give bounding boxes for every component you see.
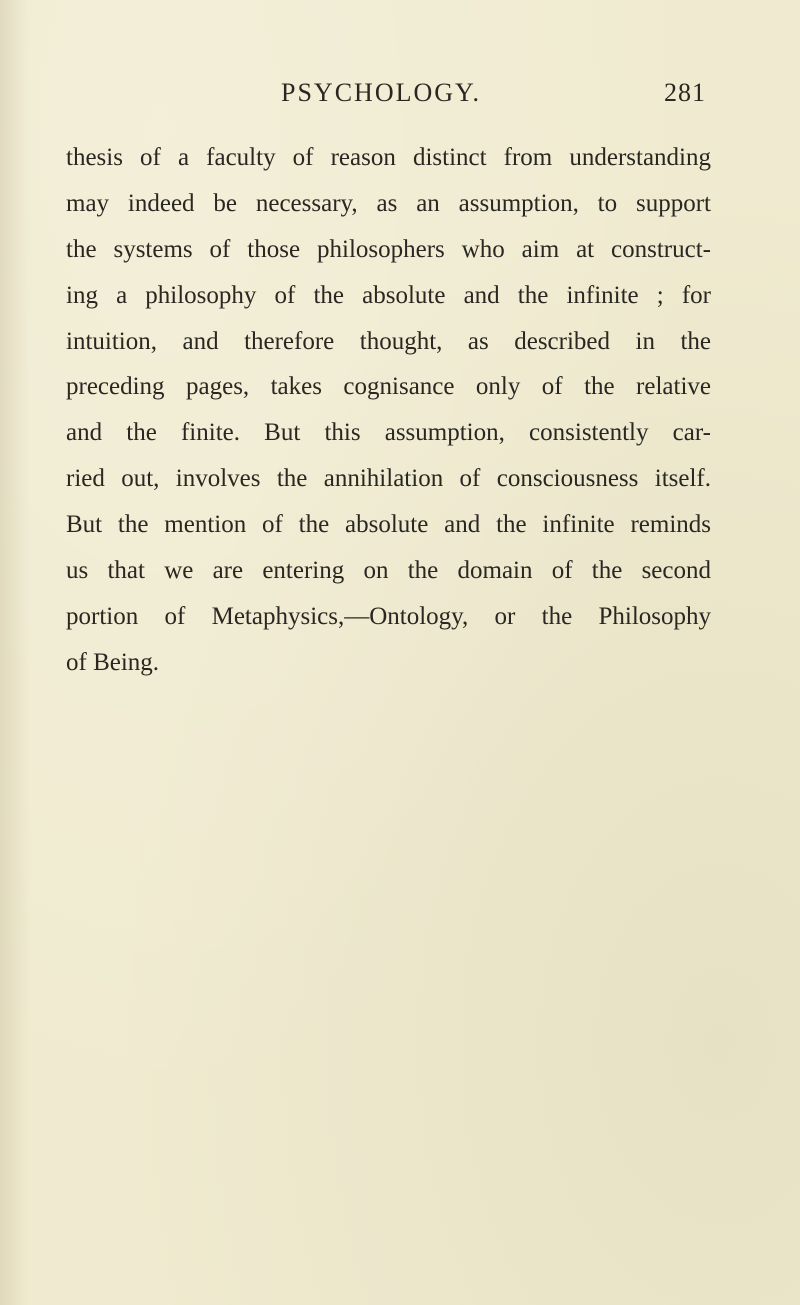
running-title: PSYCHOLOGY. — [281, 78, 481, 107]
text-line: of Being. — [66, 648, 160, 676]
body-paragraph — [66, 135, 711, 686]
text-line: intuition, and therefore thought, as described in the — [66, 327, 711, 355]
running-head — [66, 78, 706, 118]
gutter-shadow — [0, 0, 30, 1305]
text-line: the systems of those philosophers who aim at construct- — [66, 235, 711, 263]
text-line: thesis of a faculty of reason distinct from understanding — [66, 144, 711, 171]
text-line: preceding pages, takes cognisance only of the relative — [66, 373, 711, 401]
text-line: may indeed be necessary, as an assumption, to support — [66, 189, 711, 217]
text-line: portion of Metaphysics,—Ontology, or the Philosophy — [66, 602, 711, 630]
text-line: us that we are entering on the domain of the second — [66, 557, 711, 585]
text-line: But the mention of the absolute and the infinite reminds — [66, 511, 711, 539]
text-line: ing a philosophy of the absolute and the infinite ; for — [66, 281, 711, 309]
text-line: and the finite. But this assumption, consistently car- — [66, 419, 711, 447]
text-line: ried out, involves the annihilation of consciousness itself. — [66, 465, 711, 493]
page-number: 281 — [664, 78, 706, 107]
